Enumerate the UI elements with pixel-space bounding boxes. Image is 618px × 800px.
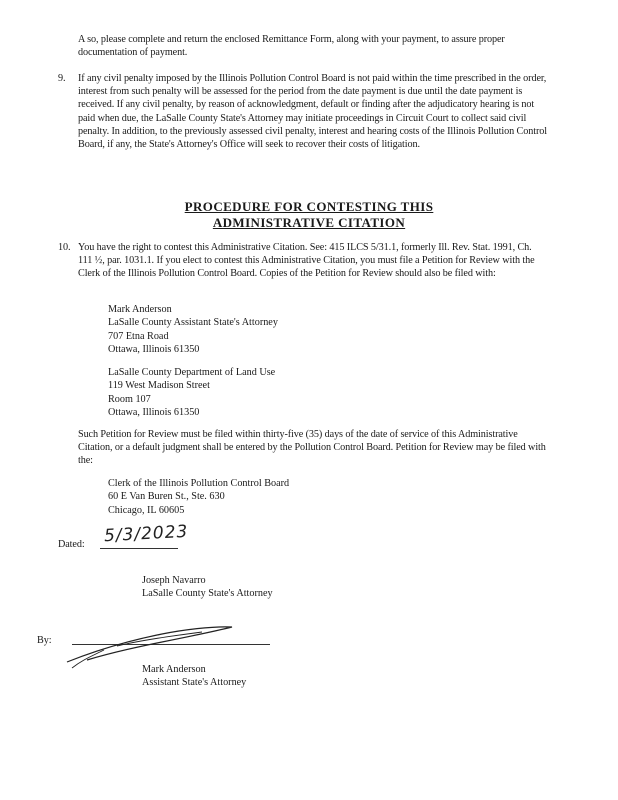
address-line: 707 Etna Road <box>108 330 169 342</box>
address-line: Chicago, IL 60605 <box>108 504 185 516</box>
item-10-paragraph: You have the right to contest this Administrative Citation. See: 415 ILCS 5/31.1, formerly Ill. Rev. Stat. 1991, Ch. 111 ½, par. 1031.1. If you elect to contest this Administrative Citation, you must file a Petition for Review with the Clerk of the Illinois Pollution Control Board. Copies of the Petition for Review should also be filed with: <box>78 242 535 280</box>
address-line: 119 West Madison Street <box>108 380 210 392</box>
filing-paragraph: Such Petition for Review must be filed within thirty-five (35) days of the date of service of this Administrative Citation, or a default judgment shall be entered by the Pollution Control Board. Petition for Review may be filed with the: <box>78 429 546 467</box>
address-block-clerk <box>108 477 289 517</box>
dated-label: Dated: <box>58 539 85 550</box>
address-line: Ottawa, Illinois 61350 <box>108 406 200 418</box>
signer-title: Assistant State's Attorney <box>142 677 247 689</box>
signer-name: Mark Anderson <box>142 664 206 675</box>
address-line: Room 107 <box>108 393 151 405</box>
signature-icon <box>62 610 292 670</box>
section-heading-line-1: PROCEDURE FOR CONTESTING THIS <box>184 199 434 214</box>
address-line: Ottawa, Illinois 61350 <box>108 343 200 355</box>
address-line: LaSalle County Assistant State's Attorney <box>108 317 278 329</box>
address-line: Clerk of the Illinois Pollution Control Board <box>108 478 290 489</box>
address-block-states-attorney <box>108 303 278 356</box>
signer-name: Joseph Navarro <box>142 575 206 586</box>
address-line: Mark Anderson <box>108 304 172 315</box>
address-line: 60 E Van Buren St., Ste. 630 <box>108 491 225 503</box>
item-10-number: 10. <box>58 242 71 253</box>
continuation-paragraph: A so, please complete and return the enclosed Remittance Form, along with your payment, to assure proper documentation of payment. <box>78 34 505 59</box>
address-line: LaSalle County Department of Land Use <box>108 367 276 378</box>
signer-states-attorney <box>142 574 273 601</box>
dated-handwritten-value: 5/3/2023 <box>103 521 189 547</box>
section-heading-line-2: ADMINISTRATIVE CITATION <box>212 215 406 230</box>
dated-underline <box>100 548 178 549</box>
by-label: By: <box>37 635 52 646</box>
signer-title: LaSalle County State's Attorney <box>142 588 273 600</box>
address-block-land-use <box>108 366 275 419</box>
item-9-number: 9. <box>58 73 66 84</box>
signer-assistant-states-attorney <box>142 663 246 690</box>
item-9-paragraph: If any civil penalty imposed by the Illinois Pollution Control Board is not paid within the time prescribed in the order, interest from such penalty will be assessed for the period from the date payment is due until the date payment is received. If any civil penalty, by reason of acknowledgment, default or finding after the adjudicatory hearing is not paid when due, the LaSalle County State's Attorney may initiate proceedings in Circuit Court to collect said civil penalty. In addition, to the previously assessed civil penalty, interest and hearing costs of the Illinois Pollution Control Board, if any, the State's Attorney's Office will seek to recover their costs of litigation. <box>78 73 547 151</box>
